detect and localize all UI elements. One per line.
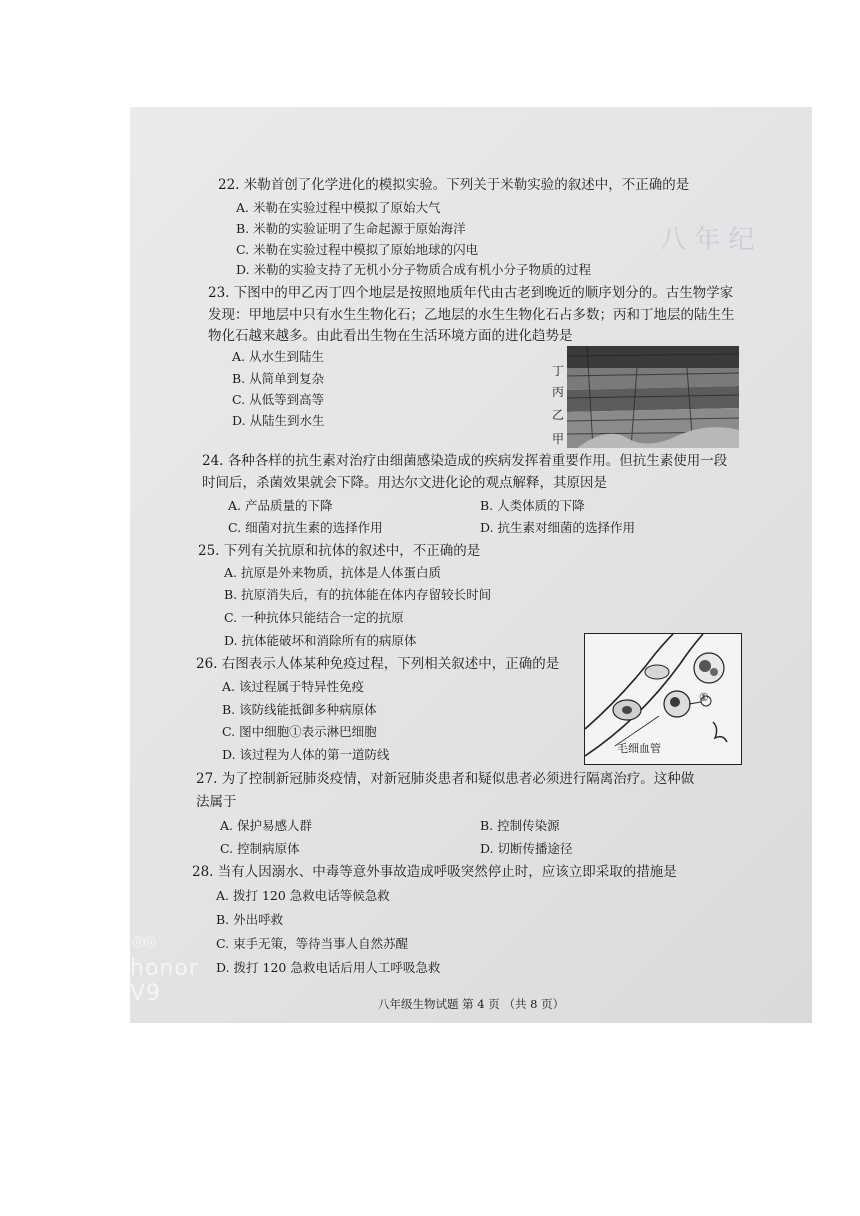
q26-option-d: D. 该过程为人体的第一道防线 bbox=[222, 747, 390, 762]
q27-stem-line-2: 法属于 bbox=[196, 794, 237, 810]
q27-option-c: C. 控制病原体 bbox=[220, 841, 300, 856]
q24-option-a: A. 产品质量的下降 bbox=[228, 498, 333, 513]
immune-process-figure bbox=[584, 633, 742, 765]
q25-option-c: C. 一种抗体只能结合一定的抗原 bbox=[224, 610, 404, 625]
q22-stem: 22. 米勒首创了化学进化的模拟实验。下列关于米勒实验的叙述中，不正确的是 bbox=[218, 177, 690, 193]
q26-stem: 26. 右图表示人体某种免疫过程，下列相关叙述中，正确的是 bbox=[196, 656, 560, 672]
q23-stem-line-1: 23. 下图中的甲乙丙丁四个地层是按照地质年代由古老到晚近的顺序划分的。古生物学家 bbox=[208, 285, 734, 301]
q28-stem: 28. 当有人因溺水、中毒等意外事故造成呼吸突然停止时，应该立即采取的措施是 bbox=[192, 864, 677, 880]
q25-stem: 25. 下列有关抗原和抗体的叙述中，不正确的是 bbox=[198, 543, 481, 559]
q27-stem-line-1: 27. 为了控制新冠肺炎疫情，对新冠肺炎患者和疑似患者必须进行隔离治疗。这种做 bbox=[196, 771, 695, 787]
stratum-label-jia: 甲 bbox=[552, 432, 565, 446]
q23-option-a: A. 从水生到陆生 bbox=[232, 349, 324, 364]
q22-option-a: A. 米勒在实验过程中模拟了原始大气 bbox=[236, 200, 441, 215]
camera-lens-icon: ◎◎ bbox=[132, 932, 155, 950]
stratum-label-yi: 乙 bbox=[552, 408, 565, 422]
stratum-label-bing: 丙 bbox=[552, 385, 565, 399]
q28-option-b: B. 外出呼救 bbox=[216, 912, 284, 927]
q23-stem-line-3: 物化石越来越多。由此看出生物在生活环境方面的进化趋势是 bbox=[208, 328, 573, 344]
q25-option-a: A. 抗原是外来物质，抗体是人体蛋白质 bbox=[224, 565, 441, 580]
capillary-label: 毛细血管 bbox=[617, 742, 661, 755]
q27-option-b: B. 控制传染源 bbox=[480, 818, 560, 833]
q22-option-c: C. 米勒在实验过程中模拟了原始地球的闪电 bbox=[236, 242, 479, 257]
q28-option-d: D. 拨打 120 急救电话后用人工呼吸急救 bbox=[216, 960, 441, 975]
q23-option-c: C. 从低等到高等 bbox=[232, 392, 325, 407]
immune-figure-drawing bbox=[585, 634, 741, 764]
q26-option-c: C. 图中细胞①表示淋巴细胞 bbox=[222, 724, 377, 739]
watermark-brand-text: honor V9 bbox=[130, 956, 199, 1006]
q23-option-b: B. 从简单到复杂 bbox=[232, 371, 325, 386]
show-through-heading: 八 年 纪 bbox=[660, 225, 755, 255]
q22-option-b: B. 米勒的实验证明了生命起源于原始海洋 bbox=[236, 221, 466, 236]
q24-option-c: C. 细菌对抗生素的选择作用 bbox=[228, 520, 383, 535]
stratum-label-ding: 丁 bbox=[552, 364, 565, 378]
q27-option-d: D. 切断传播途径 bbox=[480, 841, 573, 856]
exam-page bbox=[130, 107, 812, 1023]
q24-option-d: D. 抗生素对细菌的选择作用 bbox=[480, 520, 636, 535]
cell-1-label: ① bbox=[699, 691, 709, 704]
q24-stem-line-2: 时间后，杀菌效果就会下降。用达尔文进化论的观点解释，其原因是 bbox=[202, 475, 607, 491]
q23-option-d: D. 从陆生到水生 bbox=[232, 413, 325, 428]
q23-stem-line-2: 发现：甲地层中只有水生生物化石；乙地层的水生生物化石占多数；丙和丁地层的陆生生 bbox=[208, 307, 735, 323]
q28-option-c: C. 束手无策，等待当事人自然苏醒 bbox=[216, 936, 409, 951]
rock-strata-figure bbox=[567, 346, 739, 448]
q27-option-a: A. 保护易感人群 bbox=[220, 818, 312, 833]
q24-stem-line-1: 24. 各种各样的抗生素对治疗由细菌感染造成的疾病发挥着重要作用。但抗生素使用一段 bbox=[202, 453, 728, 469]
q26-option-b: B. 该防线能抵御多种病原体 bbox=[222, 702, 377, 717]
q22-option-d: D. 米勒的实验支持了无机小分子物质合成有机小分子物质的过程 bbox=[236, 262, 592, 277]
page-footer: 八年级生物试题 第 4 页 （共 8 页） bbox=[378, 997, 565, 1011]
q24-option-b: B. 人类体质的下降 bbox=[480, 498, 585, 513]
q28-option-a: A. 拨打 120 急救电话等候急救 bbox=[216, 888, 390, 903]
q25-option-d: D. 抗体能破坏和消除所有的病原体 bbox=[224, 633, 417, 648]
q25-option-b: B. 抗原消失后，有的抗体能在体内存留较长时间 bbox=[224, 587, 492, 602]
q26-option-a: A. 该过程属于特异性免疫 bbox=[222, 679, 364, 694]
